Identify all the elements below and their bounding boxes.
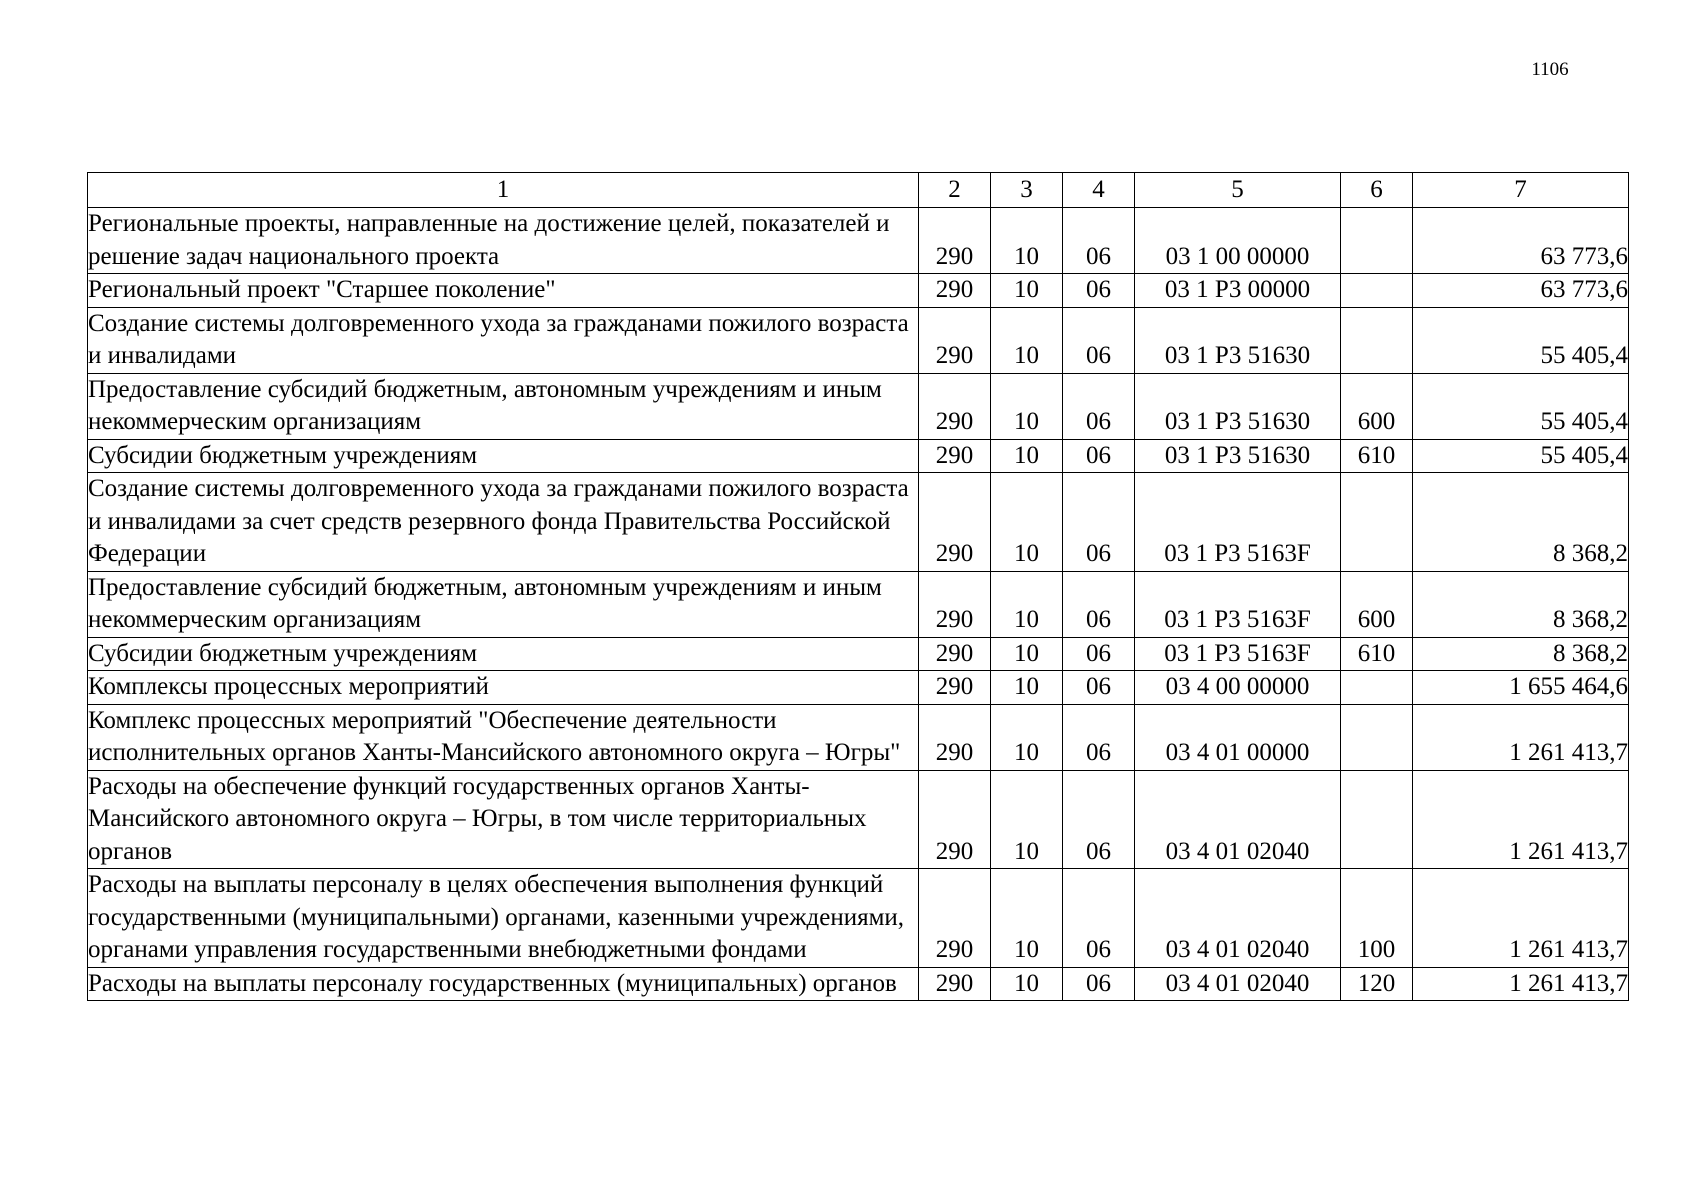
cell-code-6 xyxy=(1341,307,1413,373)
cell-code-5: 03 4 01 00000 xyxy=(1135,704,1341,770)
budget-table xyxy=(87,172,1629,1001)
cell-amount: 1 261 413,7 xyxy=(1413,770,1629,869)
cell-amount: 8 368,2 xyxy=(1413,473,1629,572)
table-row xyxy=(88,869,1629,968)
cell-code-5: 03 1 Р3 51630 xyxy=(1135,307,1341,373)
page-number: 1106 xyxy=(1531,59,1569,80)
table-row xyxy=(88,307,1629,373)
cell-code-2: 290 xyxy=(919,671,991,705)
cell-code-3: 10 xyxy=(991,869,1063,968)
table-row xyxy=(88,373,1629,439)
row-name-cell: Комплексы процессных мероприятий xyxy=(88,671,919,705)
cell-code-4: 06 xyxy=(1063,704,1135,770)
row-name-cell: Предоставление субсидий бюджетным, автономным учреждениям и иным некоммерческим организациям xyxy=(88,571,919,637)
cell-code-3: 10 xyxy=(991,770,1063,869)
cell-code-6: 600 xyxy=(1341,571,1413,637)
cell-code-6 xyxy=(1341,208,1413,274)
cell-code-6 xyxy=(1341,473,1413,572)
cell-code-6: 610 xyxy=(1341,439,1413,473)
row-name-cell: Предоставление субсидий бюджетным, автономным учреждениям и иным некоммерческим организациям xyxy=(88,373,919,439)
cell-amount: 55 405,4 xyxy=(1413,439,1629,473)
cell-code-4: 06 xyxy=(1063,208,1135,274)
cell-code-3: 10 xyxy=(991,571,1063,637)
cell-code-5: 03 1 Р3 5163F xyxy=(1135,637,1341,671)
table-row xyxy=(88,274,1629,308)
cell-code-3: 10 xyxy=(991,473,1063,572)
cell-code-2: 290 xyxy=(919,770,991,869)
cell-code-2: 290 xyxy=(919,637,991,671)
header-cell: 1 xyxy=(88,173,919,208)
cell-amount: 55 405,4 xyxy=(1413,307,1629,373)
cell-code-4: 06 xyxy=(1063,439,1135,473)
cell-amount: 63 773,6 xyxy=(1413,274,1629,308)
cell-code-4: 06 xyxy=(1063,637,1135,671)
cell-code-3: 10 xyxy=(991,637,1063,671)
cell-code-6 xyxy=(1341,704,1413,770)
cell-code-3: 10 xyxy=(991,967,1063,1001)
cell-amount: 1 655 464,6 xyxy=(1413,671,1629,705)
cell-code-6 xyxy=(1341,770,1413,869)
header-cell: 6 xyxy=(1341,173,1413,208)
cell-code-3: 10 xyxy=(991,274,1063,308)
cell-code-5: 03 1 00 00000 xyxy=(1135,208,1341,274)
table-row xyxy=(88,637,1629,671)
cell-code-3: 10 xyxy=(991,704,1063,770)
header-cell: 2 xyxy=(919,173,991,208)
cell-code-2: 290 xyxy=(919,704,991,770)
cell-code-2: 290 xyxy=(919,307,991,373)
cell-code-2: 290 xyxy=(919,373,991,439)
row-name-cell: Региональный проект "Старшее поколение" xyxy=(88,274,919,308)
table-row xyxy=(88,770,1629,869)
cell-amount: 1 261 413,7 xyxy=(1413,704,1629,770)
cell-code-5: 03 4 01 02040 xyxy=(1135,770,1341,869)
cell-amount: 63 773,6 xyxy=(1413,208,1629,274)
cell-code-2: 290 xyxy=(919,869,991,968)
cell-code-4: 06 xyxy=(1063,274,1135,308)
table-row xyxy=(88,208,1629,274)
cell-code-5: 03 4 01 02040 xyxy=(1135,869,1341,968)
row-name-cell: Субсидии бюджетным учреждениям xyxy=(88,439,919,473)
cell-code-4: 06 xyxy=(1063,671,1135,705)
header-row xyxy=(88,173,1629,208)
table-row xyxy=(88,967,1629,1001)
table-row xyxy=(88,671,1629,705)
cell-amount: 8 368,2 xyxy=(1413,637,1629,671)
cell-code-4: 06 xyxy=(1063,307,1135,373)
cell-code-4: 06 xyxy=(1063,373,1135,439)
row-name-cell: Комплекс процессных мероприятий "Обеспечение деятельности исполнительных органов Ханты-Мансийского автономного округа – Югры" xyxy=(88,704,919,770)
cell-code-4: 06 xyxy=(1063,869,1135,968)
cell-code-2: 290 xyxy=(919,274,991,308)
row-name-cell: Создание системы долговременного ухода за гражданами пожилого возраста и инвалидами xyxy=(88,307,919,373)
table-row xyxy=(88,571,1629,637)
table-row xyxy=(88,439,1629,473)
cell-code-6: 600 xyxy=(1341,373,1413,439)
cell-amount: 1 261 413,7 xyxy=(1413,967,1629,1001)
row-name-cell: Расходы на выплаты персоналу в целях обеспечения выполнения функций государственными (муниципальными) органами, казенными учреждениями, органами управления государственными внебюджетными фондами xyxy=(88,869,919,968)
row-name-cell: Создание системы долговременного ухода за гражданами пожилого возраста и инвалидами за счет средств резервного фонда Правительства Российской Федерации xyxy=(88,473,919,572)
cell-code-2: 290 xyxy=(919,439,991,473)
cell-code-3: 10 xyxy=(991,307,1063,373)
row-name-cell: Субсидии бюджетным учреждениям xyxy=(88,637,919,671)
cell-code-6: 100 xyxy=(1341,869,1413,968)
header-cell: 4 xyxy=(1063,173,1135,208)
cell-amount: 8 368,2 xyxy=(1413,571,1629,637)
header-cell: 3 xyxy=(991,173,1063,208)
table-row xyxy=(88,704,1629,770)
row-name-cell: Расходы на обеспечение функций государственных органов Ханты-Мансийского автономного округа – Югры, в том числе территориальных органов xyxy=(88,770,919,869)
cell-code-6 xyxy=(1341,274,1413,308)
cell-code-5: 03 1 Р3 5163F xyxy=(1135,473,1341,572)
table-row xyxy=(88,473,1629,572)
cell-code-5: 03 4 01 02040 xyxy=(1135,967,1341,1001)
cell-amount: 1 261 413,7 xyxy=(1413,869,1629,968)
cell-code-4: 06 xyxy=(1063,571,1135,637)
cell-amount: 55 405,4 xyxy=(1413,373,1629,439)
header-cell: 7 xyxy=(1413,173,1629,208)
cell-code-5: 03 1 Р3 51630 xyxy=(1135,439,1341,473)
cell-code-5: 03 1 Р3 5163F xyxy=(1135,571,1341,637)
cell-code-2: 290 xyxy=(919,967,991,1001)
cell-code-6: 120 xyxy=(1341,967,1413,1001)
cell-code-5: 03 1 Р3 00000 xyxy=(1135,274,1341,308)
row-name-cell: Расходы на выплаты персоналу государственных (муниципальных) органов xyxy=(88,967,919,1001)
cell-code-3: 10 xyxy=(991,671,1063,705)
header-cell: 5 xyxy=(1135,173,1341,208)
cell-code-2: 290 xyxy=(919,571,991,637)
cell-code-6: 610 xyxy=(1341,637,1413,671)
cell-code-3: 10 xyxy=(991,208,1063,274)
cell-code-2: 290 xyxy=(919,208,991,274)
cell-code-3: 10 xyxy=(991,439,1063,473)
cell-code-5: 03 4 00 00000 xyxy=(1135,671,1341,705)
cell-code-3: 10 xyxy=(991,373,1063,439)
cell-code-4: 06 xyxy=(1063,473,1135,572)
cell-code-5: 03 1 Р3 51630 xyxy=(1135,373,1341,439)
cell-code-4: 06 xyxy=(1063,967,1135,1001)
cell-code-4: 06 xyxy=(1063,770,1135,869)
row-name-cell: Региональные проекты, направленные на достижение целей, показателей и решение задач национального проекта xyxy=(88,208,919,274)
cell-code-2: 290 xyxy=(919,473,991,572)
cell-code-6 xyxy=(1341,671,1413,705)
